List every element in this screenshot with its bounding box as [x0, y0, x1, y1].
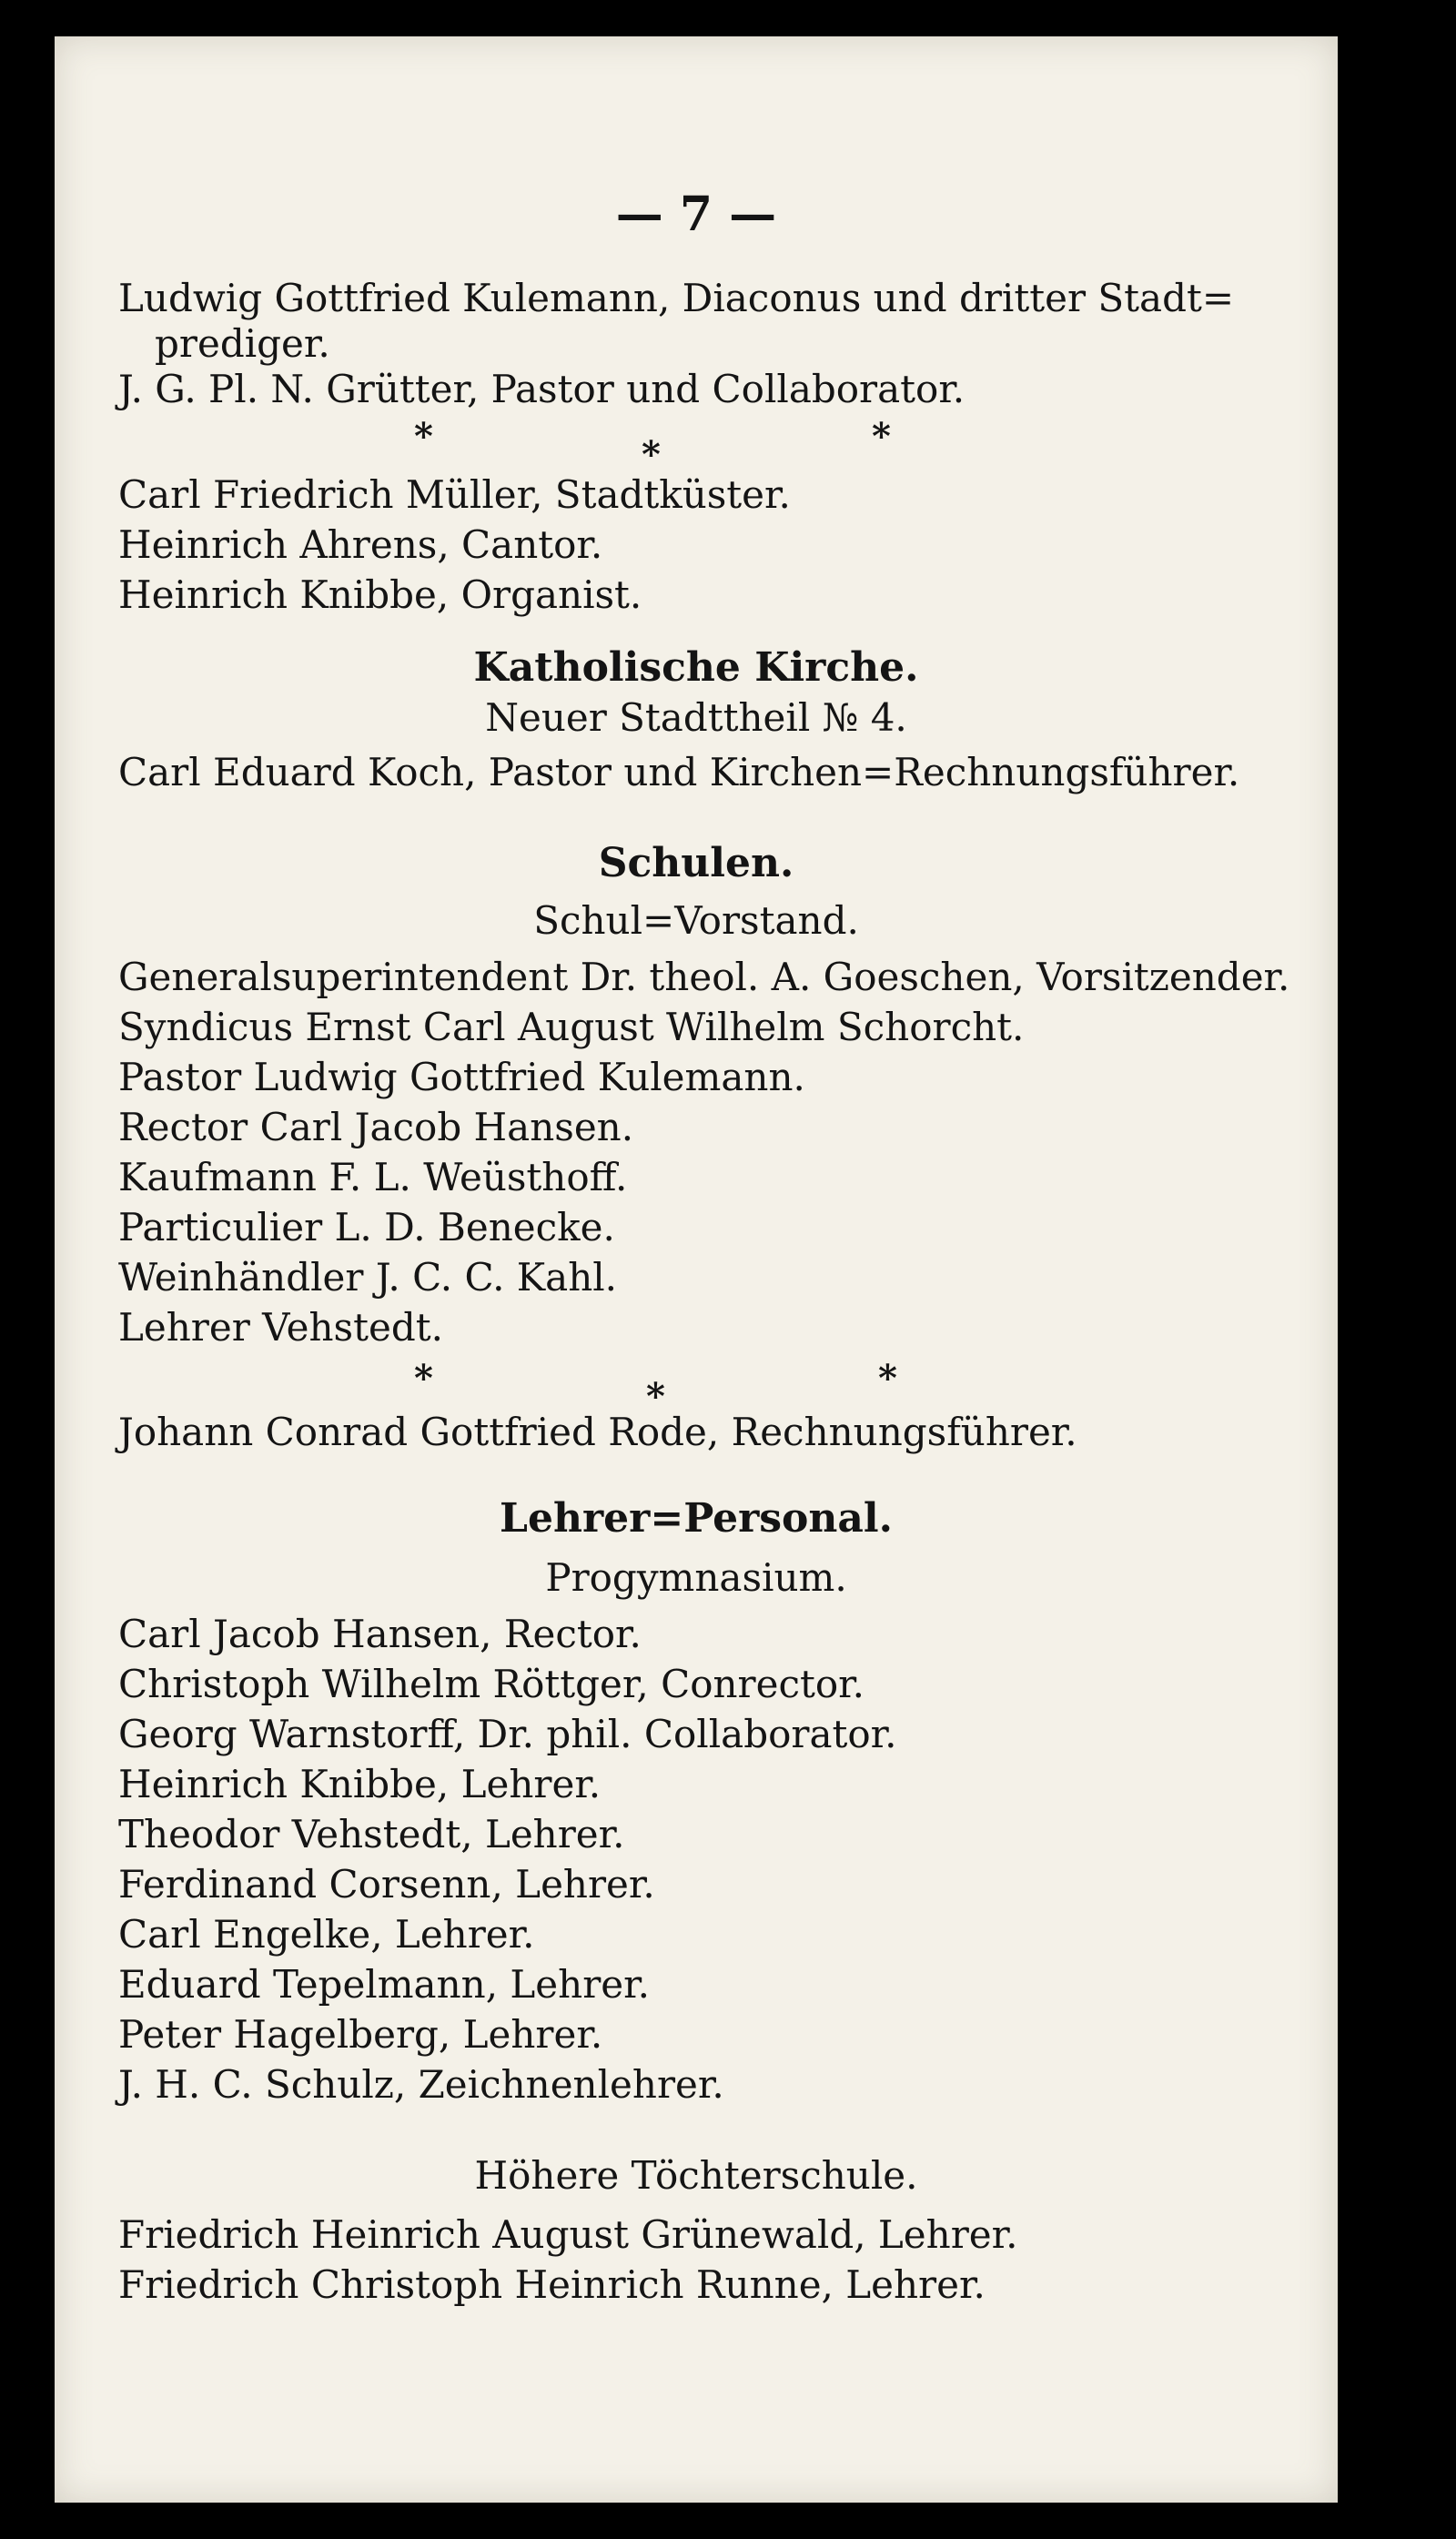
- staff-entry: Carl Friedrich Müller, Stadtküster.: [118, 472, 791, 517]
- teacher-entry: Georg Warnstorff, Dr. phil. Collaborator.: [118, 1712, 897, 1756]
- board-member: Kaufmann F. L. Weüsthoff.: [118, 1155, 628, 1199]
- subheading-girls-school: Höhere Töchterschule.: [474, 2153, 918, 2198]
- board-member: Particulier L. D. Benecke.: [118, 1205, 615, 1249]
- teacher-entry: Carl Jacob Hansen, Rector.: [118, 1612, 642, 1656]
- document-page: [55, 36, 1338, 2503]
- catholic-entry: Carl Eduard Koch, Pastor und Kirchen=Rechnungsführer.: [118, 750, 1240, 794]
- separator-star: *: [646, 1375, 665, 1418]
- teacher-entry: Eduard Tepelmann, Lehrer.: [118, 1962, 650, 2007]
- board-member: Lehrer Vehstedt.: [118, 1305, 443, 1350]
- teacher-entry: Peter Hagelberg, Lehrer.: [118, 2012, 603, 2057]
- board-member: Syndicus Ernst Carl August Wilhelm Schorcht.: [118, 1005, 1025, 1049]
- board-member: Pastor Ludwig Gottfried Kulemann.: [118, 1055, 805, 1099]
- school-treasurer: Johann Conrad Gottfried Rode, Rechnungsführer.: [118, 1410, 1077, 1454]
- teacher-entry: J. H. C. Schulz, Zeichnenlehrer.: [118, 2062, 724, 2107]
- teacher-entry: Heinrich Knibbe, Lehrer.: [118, 1762, 602, 1806]
- section-heading-schools: Schulen.: [598, 840, 794, 886]
- staff-entry: Heinrich Knibbe, Organist.: [118, 572, 642, 617]
- teacher-entry: Friedrich Christoph Heinrich Runne, Lehrer.: [118, 2262, 986, 2307]
- staff-entry: Heinrich Ahrens, Cantor.: [118, 522, 603, 567]
- page-number: — 7 —: [615, 187, 777, 242]
- teacher-entry: Friedrich Heinrich August Grünewald, Lehrer.: [118, 2212, 1018, 2257]
- board-member: Rector Carl Jacob Hansen.: [118, 1105, 634, 1149]
- teacher-entry: Christoph Wilhelm Röttger, Conrector.: [118, 1662, 864, 1706]
- catholic-address: Neuer Stadttheil № 4.: [485, 695, 907, 740]
- board-member: Weinhändler J. C. C. Kahl.: [118, 1255, 618, 1300]
- teacher-entry: Ferdinand Corsenn, Lehrer.: [118, 1862, 655, 1907]
- section-heading-catholic: Katholische Kirche.: [473, 644, 919, 691]
- section-heading-teachers: Lehrer=Personal.: [500, 1495, 893, 1542]
- separator-star: *: [878, 1357, 897, 1400]
- separator-star: *: [414, 415, 433, 458]
- board-member: Generalsuperintendent Dr. theol. A. Goeschen, Vorsitzender.: [118, 955, 1290, 999]
- subheading-progymnasium: Progymnasium.: [545, 1555, 847, 1600]
- teacher-entry: Carl Engelke, Lehrer.: [118, 1912, 535, 1957]
- clergy-entry-kulemann: Ludwig Gottfried Kulemann, Diaconus und dritter Stadt=: [118, 276, 1235, 320]
- separator-star: *: [414, 1357, 433, 1400]
- clergy-entry-kulemann-cont: prediger.: [155, 321, 330, 366]
- separator-star: *: [642, 433, 661, 476]
- clergy-entry-gruetter: J. G. Pl. N. Grütter, Pastor und Collaborator.: [118, 367, 966, 411]
- subheading-school-board: Schul=Vorstand.: [533, 898, 859, 943]
- teacher-entry: Theodor Vehstedt, Lehrer.: [118, 1812, 625, 1856]
- separator-star: *: [872, 415, 891, 458]
